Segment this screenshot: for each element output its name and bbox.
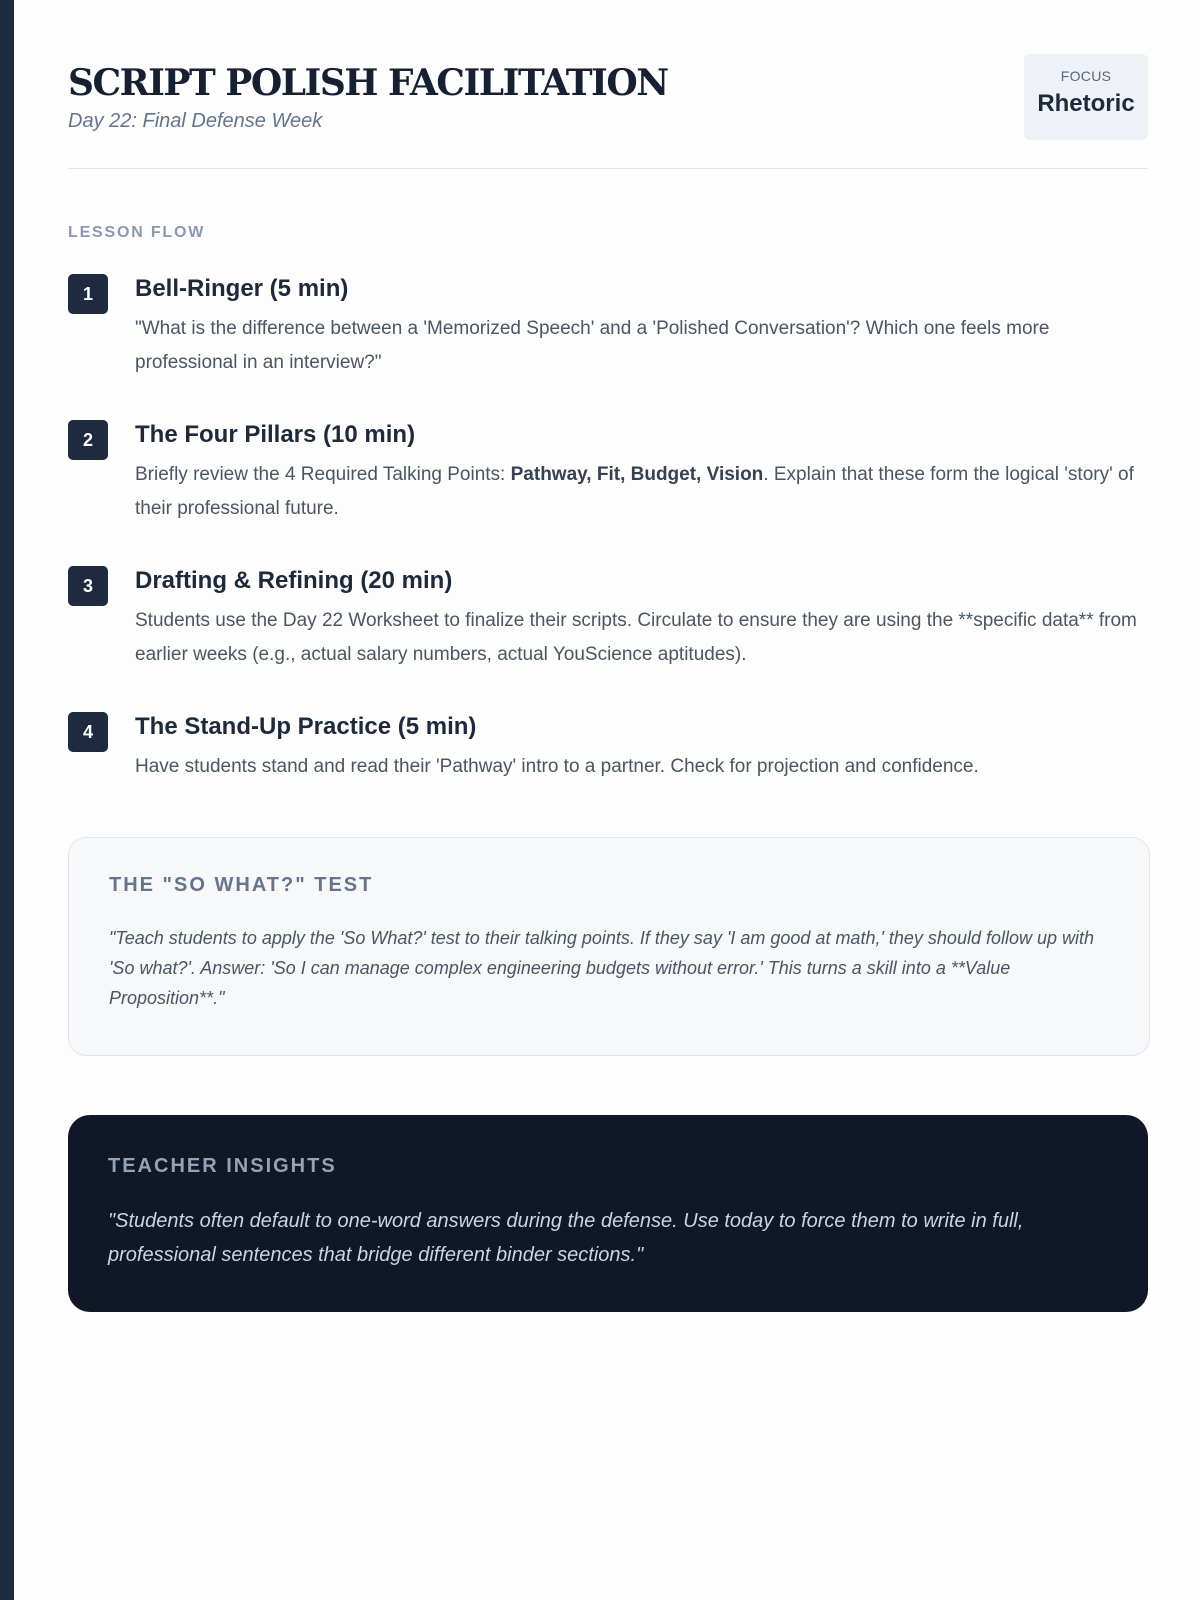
step-description: Have students stand and read their 'Pathway' intro to a partner. Check for projection and confidence. [135, 756, 979, 777]
step-description-lead: Briefly review the 4 Required Talking Points: [135, 464, 511, 485]
step-description [135, 458, 1148, 526]
step-number-badge: 3 [68, 566, 108, 606]
lesson-step [68, 712, 1148, 784]
focus-label: FOCUS [1060, 68, 1112, 84]
page-title: SCRIPT POLISH FACILITATION [68, 62, 668, 104]
step-description: Students use the Day 22 Worksheet to finalize their scripts. Circulate to ensure they are using the **specific data** from earlier weeks (e.g., actual salary numbers, actual YouScience aptitudes). [135, 610, 1137, 665]
step-title: Bell-Ringer (5 min) [135, 275, 349, 302]
teacher-insights-title: TEACHER INSIGHTS [108, 1155, 337, 1177]
lesson-step [68, 274, 1148, 380]
lesson-step [68, 420, 1148, 526]
so-what-text: "Teach students to apply the 'So What?' test to their talking points. If they say 'I am good at math,' they should follow up with 'So what?'. Answer: 'So I can manage complex engineering budgets without error.' This turns a skill into a **Value Proposition**." [109, 928, 1095, 1008]
left-accent-bar [0, 0, 14, 1600]
teacher-insights-text: "Students often default to one-word answers during the defense. Use today to force them to write in full, professional sentences that bridge different binder sections." [108, 1210, 1024, 1266]
step-title: The Stand-Up Practice (5 min) [135, 713, 477, 740]
focus-value: Rhetoric [1037, 90, 1135, 117]
step-number-badge: 2 [68, 420, 108, 460]
step-title: The Four Pillars (10 min) [135, 421, 416, 448]
page-subtitle: Day 22: Final Defense Week [68, 110, 323, 132]
so-what-title: THE "SO WHAT?" TEST [109, 874, 374, 896]
step-description-pillars: Pathway, Fit, Budget, Vision [510, 464, 764, 485]
focus-badge [1024, 54, 1148, 140]
step-title: Drafting & Refining (20 min) [135, 567, 453, 594]
lesson-flow-heading: LESSON FLOW [68, 224, 206, 241]
lesson-step [68, 566, 1148, 672]
lesson-flow-list [68, 274, 1148, 824]
step-description: "What is the difference between a 'Memorized Speech' and a 'Polished Conversation'? Which one feels more professional in an interview?" [135, 318, 1050, 373]
so-what-test-card [68, 837, 1150, 1056]
teacher-insights-card [68, 1115, 1148, 1312]
page-header [68, 0, 1148, 169]
lesson-page [68, 0, 1148, 1266]
step-number-badge: 4 [68, 712, 108, 752]
step-description-tail: . Explain that these form the logical 'story' of their professional future. [135, 464, 1134, 519]
step-number-badge: 1 [68, 274, 108, 314]
